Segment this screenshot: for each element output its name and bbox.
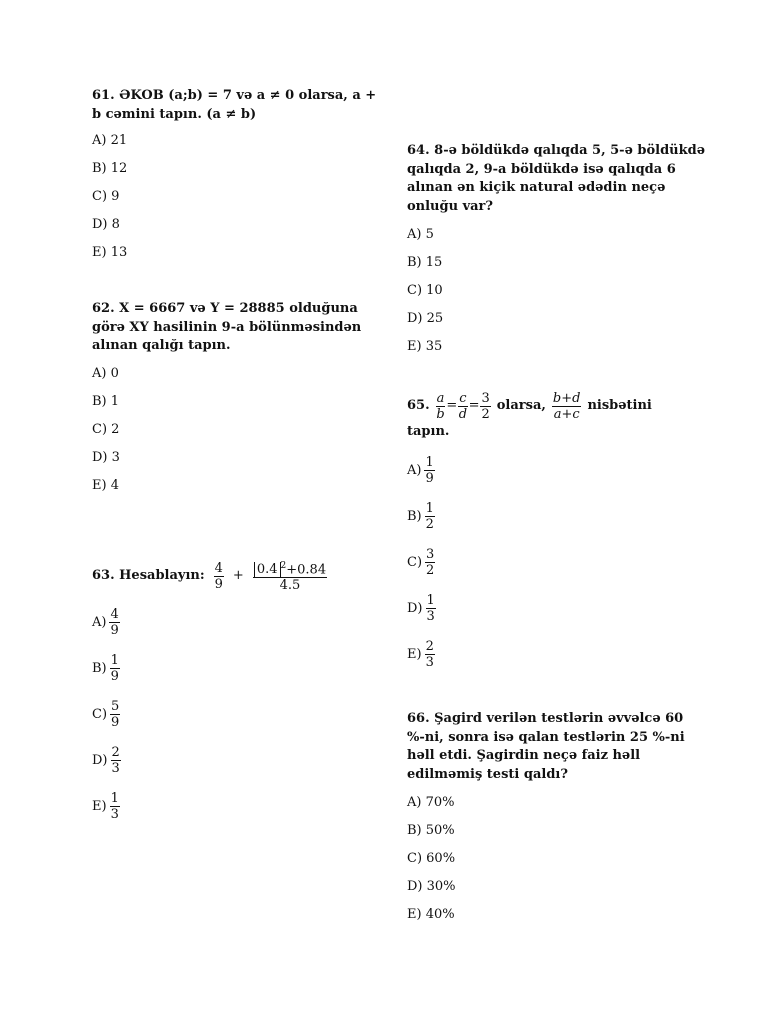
question-65-option-e-label: E) [407, 646, 422, 662]
question-64-option-a[interactable]: A) 5 [407, 227, 434, 242]
question-65-denominator-d: d [458, 407, 468, 422]
question-63-fraction-1 [214, 562, 224, 591]
question-66-stem-line-3: həll etdi. Şagirdin neçə faiz həll [407, 748, 641, 763]
question-64-option-c[interactable]: C) 10 [407, 283, 443, 298]
question-65-option-a-numerator: 1 [425, 455, 434, 470]
question-65-equals-2: = [468, 398, 480, 414]
question-62-option-c[interactable]: C) 2 [92, 422, 120, 437]
question-63-option-d-fraction [111, 746, 121, 775]
question-66-option-a[interactable]: A) 70% [407, 795, 455, 810]
question-64-stem-line-3: alınan ən kiçik natural ədədin neçə [407, 180, 666, 195]
question-64-option-d[interactable]: D) 25 [407, 311, 444, 326]
question-65-option-a[interactable] [407, 456, 436, 485]
question-66-option-e[interactable]: E) 40% [407, 907, 455, 922]
question-65-option-d-numerator: 1 [426, 593, 435, 608]
question-66-option-d[interactable]: D) 30% [407, 879, 456, 894]
question-66 [407, 710, 707, 922]
question-63-option-a-label: A) [92, 614, 107, 630]
question-65-option-b-numerator: 1 [425, 501, 434, 516]
question-65-option-e-numerator: 2 [425, 639, 434, 654]
question-63-option-b-label: B) [92, 660, 107, 676]
question-63-option-c-numerator: 5 [111, 699, 120, 714]
question-63-option-b-denominator: 9 [110, 669, 119, 684]
question-63-option-c-label: C) [92, 706, 108, 722]
question-65-equals-1: = [446, 398, 458, 414]
question-61-stem-line-2: b cəmini tapın. (a ≠ b) [92, 106, 257, 122]
question-63-option-b-fraction [110, 654, 120, 683]
question-65 [407, 391, 707, 670]
question-61-option-a[interactable]: A) 21 [92, 133, 128, 148]
question-61-stem-line-1: 61. ƏKOB (a;b) = 7 və a ≠ 0 olarsa, a + [92, 88, 377, 103]
question-63-option-a[interactable] [92, 608, 121, 637]
question-63-option-d-numerator: 2 [111, 745, 120, 760]
question-63-abs-value: 0.4 [254, 562, 281, 577]
question-65-option-b-fraction [425, 502, 435, 531]
question-65-option-d-fraction [426, 594, 436, 623]
question-62-option-e[interactable]: E) 4 [92, 478, 119, 493]
question-65-denominator-2: 2 [481, 407, 490, 422]
question-66-stem-line-2: %-ni, sonra isə qalan testlərin 25 %-ni [407, 729, 685, 745]
question-62-option-d[interactable]: D) 3 [92, 450, 120, 465]
question-61-option-c[interactable]: C) 9 [92, 189, 120, 204]
question-65-denominator-b: b [436, 407, 445, 422]
question-65-target-denominator: a+c [553, 407, 580, 422]
question-63-option-e-fraction [110, 792, 120, 821]
question-62-stem-line-3: alınan qalığı tapın. [92, 338, 231, 353]
question-62-stem [92, 300, 382, 356]
question-65-option-b[interactable] [407, 502, 436, 531]
question-63-plus: + [232, 567, 244, 583]
question-61 [92, 87, 382, 260]
question-65-option-e[interactable] [407, 640, 436, 669]
question-65-option-d-label: D) [407, 600, 423, 616]
question-63-prefix: 63. Hesablayın: [92, 567, 205, 583]
question-65-numerator-a: a [436, 391, 445, 406]
question-66-stem-line-1: 66. Şagird verilən testlərin əvvəlcə 60 [407, 711, 684, 726]
question-64-option-b[interactable]: B) 15 [407, 255, 443, 270]
question-65-prefix: 65. [407, 398, 430, 414]
question-66-option-b[interactable]: B) 50% [407, 823, 455, 838]
question-63-option-c-denominator: 9 [111, 715, 120, 730]
question-65-option-b-denominator: 2 [425, 517, 434, 532]
question-64 [407, 142, 707, 354]
question-62-stem-line-1: 62. X = 6667 və Y = 28885 olduğuna [92, 301, 358, 316]
question-65-option-c-fraction [425, 548, 435, 577]
question-65-fraction-3-2 [480, 392, 490, 421]
question-63-option-a-numerator: 4 [110, 607, 119, 622]
question-62-option-a[interactable]: A) 0 [92, 366, 119, 381]
question-65-option-a-label: A) [407, 462, 422, 478]
question-63-option-b[interactable] [92, 654, 121, 683]
question-63-option-e-denominator: 3 [110, 807, 119, 822]
question-65-option-c[interactable] [407, 548, 436, 577]
question-63-exponent: 2 [280, 561, 287, 571]
question-62-stem-line-2: görə XY hasilinin 9-a bölünməsindən [92, 319, 362, 335]
question-65-option-c-denominator: 2 [426, 563, 435, 578]
question-66-stem-line-4: edilməmiş testi qaldı? [407, 766, 568, 782]
question-64-option-e[interactable]: E) 35 [407, 339, 443, 354]
question-61-option-e[interactable]: E) 13 [92, 245, 128, 260]
question-65-suffix: nisbətini [587, 398, 652, 414]
question-61-stem [92, 87, 382, 124]
question-63-fraction-1-numerator: 4 [214, 560, 223, 576]
question-65-option-c-label: C) [407, 554, 423, 570]
question-65-stem [407, 392, 707, 421]
question-65-option-b-label: B) [407, 508, 422, 524]
question-63-option-b-numerator: 1 [110, 653, 119, 668]
question-65-option-a-fraction [424, 456, 434, 485]
question-63-option-e-numerator: 1 [110, 791, 119, 806]
question-63-option-a-fraction [109, 608, 119, 637]
question-65-option-c-numerator: 3 [426, 547, 435, 562]
question-63-fraction-2-denominator: 4.5 [279, 578, 301, 594]
question-63-fraction-2 [253, 560, 327, 592]
question-65-numerator-3: 3 [481, 391, 490, 406]
question-66-stem [407, 710, 707, 784]
question-64-stem-line-4: onluğu var? [407, 198, 494, 214]
question-63-option-a-denominator: 9 [110, 623, 119, 638]
question-65-fraction-c-d [458, 392, 467, 421]
question-63-option-c[interactable] [92, 700, 121, 729]
question-65-stem-line-2: tapın. [407, 424, 450, 439]
question-62-option-b[interactable]: B) 1 [92, 394, 120, 409]
question-63-fraction-1-denominator: 9 [214, 576, 223, 592]
question-63-stem [92, 560, 382, 592]
question-64-stem-line-2: qalıqda 2, 9-a böldükdə isə qalıqda 6 [407, 161, 676, 177]
question-63-option-e[interactable] [92, 792, 121, 821]
question-65-option-d[interactable] [407, 594, 437, 623]
question-65-option-a-denominator: 9 [425, 471, 434, 486]
question-65-option-d-denominator: 3 [426, 609, 435, 624]
question-63-option-d[interactable] [92, 746, 122, 775]
question-65-target-fraction [552, 392, 582, 421]
question-65-middle-text: olarsa, [496, 398, 546, 414]
question-63-option-d-denominator: 3 [111, 761, 120, 776]
question-65-numerator-c: c [459, 391, 467, 406]
question-63-fraction-2-numerator [253, 560, 327, 578]
question-63-option-e-label: E) [92, 798, 107, 814]
question-65-target-numerator: b+d [552, 391, 581, 406]
question-63 [92, 560, 382, 822]
question-64-stem [407, 142, 707, 216]
question-63-numerator-rest: +0.84 [286, 562, 327, 578]
question-64-stem-line-1: 64. 8-ə böldükdə qalıqda 5, 5-ə böldükdə [407, 143, 705, 158]
question-65-option-e-fraction [425, 640, 435, 669]
question-61-option-d[interactable]: D) 8 [92, 217, 120, 232]
question-63-option-d-label: D) [92, 752, 108, 768]
question-63-option-c-fraction [110, 700, 120, 729]
question-61-option-b[interactable]: B) 12 [92, 161, 128, 176]
question-66-option-c[interactable]: C) 60% [407, 851, 456, 866]
question-65-option-e-denominator: 3 [425, 655, 434, 670]
question-62 [92, 300, 382, 493]
question-65-fraction-a-b [436, 392, 446, 421]
